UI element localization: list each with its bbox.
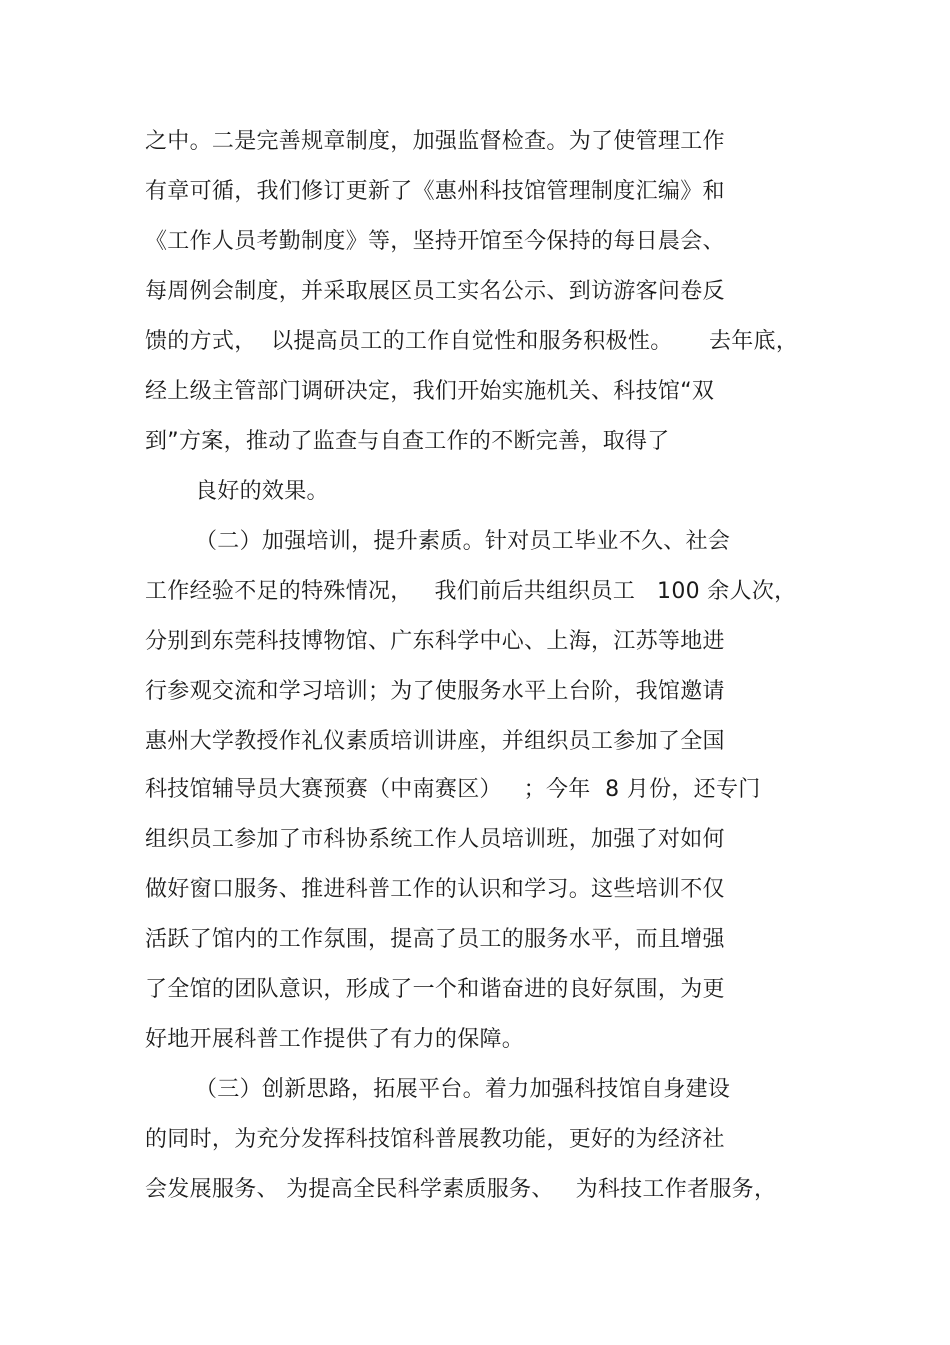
text-line: （二）加强培训，提升素质。针对员工毕业不久、社会 — [195, 529, 731, 554]
text-line: 之中。二是完善规章制度，加强监督检查。为了使管理工作 — [145, 129, 725, 154]
text-line: 了全馆的团队意识，形成了一个和谐奋进的良好氛围，为更 — [145, 977, 725, 1002]
text-line: 分别到东莞科技博物馆、广东科学中心、上海，江苏等地进 — [145, 629, 725, 654]
text-line: 惠州大学教授作礼仪素质培训讲座，并组织员工参加了全国 — [145, 729, 725, 754]
text-line: 活跃了馆内的工作氛围，提高了员工的服务水平，而且增强 — [145, 927, 725, 952]
text-line: 做好窗口服务、推进科普工作的认识和学习。这些培训不仅 — [145, 877, 725, 902]
text-line: 会发展服务、 为提高全民科学素质服务、 为科技工作者服务， — [145, 1177, 777, 1202]
text-line: 经上级主管部门调研决定，我们开始实施机关、科技馆“双 — [145, 379, 715, 404]
text-line: 到”方案，推动了监查与自查工作的不断完善，取得了 — [145, 429, 670, 454]
text-line: 的同时，为充分发挥科技馆科普展教功能，更好的为经济社 — [145, 1127, 725, 1152]
text-line: 好地开展科普工作提供了有力的保障。 — [145, 1027, 525, 1052]
text-line: 科技馆辅导员大赛预赛（中南赛区） ；今年 8 月份，还专门 — [145, 777, 761, 802]
text-line: 馈的方式， 以提高员工的工作自觉性和服务积极性。 去年底， — [145, 329, 799, 354]
text-line: 有章可循，我们修订更新了《惠州科技馆管理制度汇编》和 — [145, 179, 725, 204]
text-line: 工作经验不足的特殊情况， 我们前后共组织员工 100 余人次， — [145, 579, 797, 604]
text-line: 良好的效果。 — [195, 479, 329, 504]
text-line: 《工作人员考勤制度》等，坚持开馆至今保持的每日晨会、 — [145, 229, 725, 254]
text-line: （三）创新思路，拓展平台。着力加强科技馆自身建设 — [195, 1077, 731, 1102]
text-line: 组织员工参加了市科协系统工作人员培训班，加强了对如何 — [145, 827, 725, 852]
text-line: 行参观交流和学习培训；为了使服务水平上台阶，我馆邀请 — [145, 679, 725, 704]
text-line: 每周例会制度，并采取展区员工实名公示、到访游客问卷反 — [145, 279, 725, 304]
